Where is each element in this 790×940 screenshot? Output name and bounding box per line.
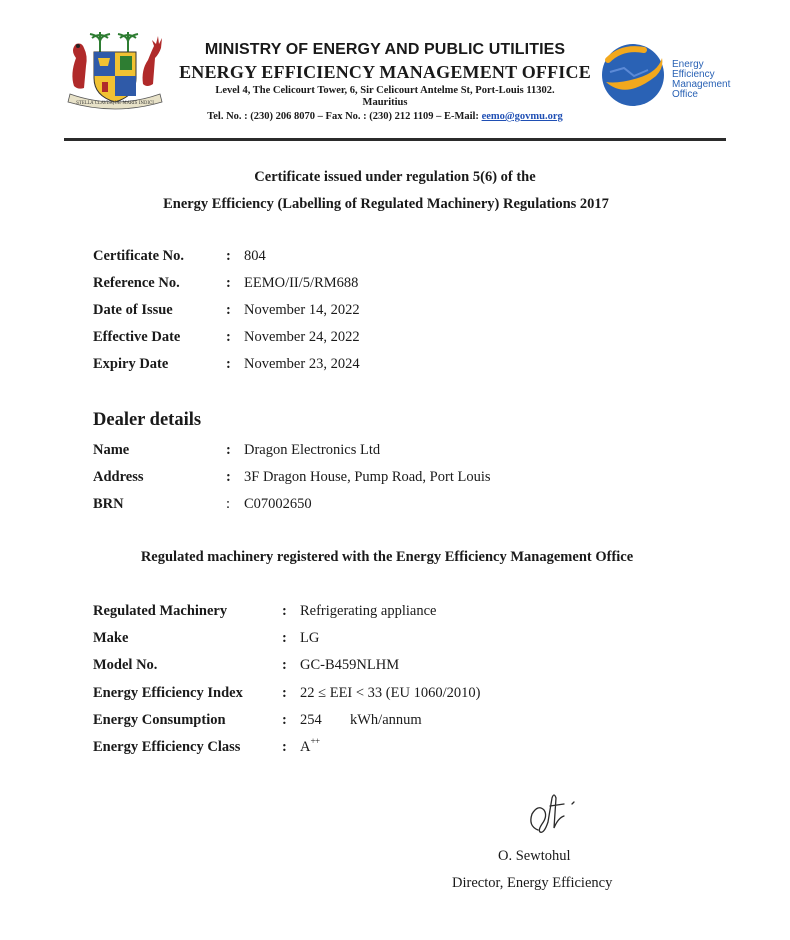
cert-number-value: 804 [244,248,266,264]
energy-consumption-value: 254 [300,712,322,728]
colon: : [226,329,231,345]
efficiency-class-label: Energy Efficiency Class [93,739,241,755]
colon: : [282,712,287,728]
energy-consumption-unit: kWh/annum [350,712,422,728]
make-label: Make [93,630,129,646]
expiry-date-label: Expiry Date [93,356,169,372]
signatory-title: Director, Energy Efficiency [452,875,613,891]
eemo-logo-text [672,60,730,100]
reference-number-label: Reference No. [93,275,180,291]
office-name: ENERGY EFFICIENCY MANAGEMENT OFFICE [179,62,591,82]
colon: : [226,275,231,291]
colon: : [282,685,287,701]
efficiency-class-superscript: ++ [310,736,320,746]
colon: : [226,442,231,458]
colon: : [226,356,231,372]
machinery-heading: Regulated machinery registered with the Energy Efficiency Management Office [140,549,634,565]
model-number-label: Model No. [93,657,158,673]
expiry-date-value: November 23, 2024 [244,356,360,372]
dealer-name-value: Dragon Electronics Ltd [244,442,381,458]
cert-number-label: Certificate No. [93,248,184,264]
certificate-title-line2: Energy Efficiency (Labelling of Regulated Machinery) Regulations 2017 [163,196,609,212]
energy-consumption-label: Energy Consumption [93,712,226,728]
email-link[interactable]: eemo@govmu.org [481,111,563,122]
colon: : [226,469,231,485]
dealer-brn-value: C07002650 [244,496,312,512]
certificate-title-line1: Certificate issued under regulation 5(6) of the [254,169,536,185]
efficiency-index-label: Energy Efficiency Index [93,685,243,701]
header-divider [64,138,726,141]
ministry-name: MINISTRY OF ENERGY AND PUBLIC UTILITIES [204,41,566,58]
make-value: LG [300,630,320,646]
colon: : [282,739,287,755]
colon: : [226,302,231,318]
colon: : [282,657,287,673]
colon: : [282,603,287,619]
dealer-brn-label: BRN [93,496,124,512]
coat-of-arms-icon [62,28,168,112]
dealer-address-value: 3F Dragon House, Pump Road, Port Louis [244,469,491,485]
logo-line-energy: Energy [672,59,704,70]
logo-line-office: Office [672,89,698,100]
dealer-address-label: Address [93,469,144,485]
efficiency-class-value [300,736,320,756]
reference-number-value: EEMO/II/5/RM688 [244,275,359,291]
colon: : [226,248,231,264]
contact-numbers: Tel. No. : (230) 206 8070 – Fax No. : (230) 212 1109 – E-Mail: [207,111,482,122]
signatory-name: O. Sewtohul [498,848,571,864]
office-country: Mauritius [362,97,408,108]
colon: : [226,496,231,512]
colon: : [282,630,287,646]
model-number-value: GC-B459NLHM [300,657,400,673]
office-address: Level 4, The Celicourt Tower, 6, Sir Celicourt Antelme St, Port-Louis 11302. [215,85,555,96]
svg-text:STELLA CLAVISQUE MARIS INDICI: STELLA CLAVISQUE MARIS INDICI [76,100,154,105]
office-contact [175,111,595,122]
eemo-logo-icon [600,42,666,108]
effective-date-label: Effective Date [93,329,181,345]
machinery-type-value: Refrigerating appliance [300,603,437,619]
signature-icon [520,786,580,842]
efficiency-index-value: 22 ≤ EEI < 33 (EU 1060/2010) [300,685,481,701]
logo-line-management: Management [672,79,731,90]
logo-line-efficiency: Efficiency [672,69,715,80]
machinery-type-label: Regulated Machinery [93,603,228,619]
dealer-details-heading: Dealer details [93,410,202,430]
dealer-name-label: Name [93,442,130,458]
effective-date-value: November 24, 2022 [244,329,360,345]
date-of-issue-label: Date of Issue [93,302,173,318]
efficiency-class-letter: A [300,739,311,755]
date-of-issue-value: November 14, 2022 [244,302,360,318]
